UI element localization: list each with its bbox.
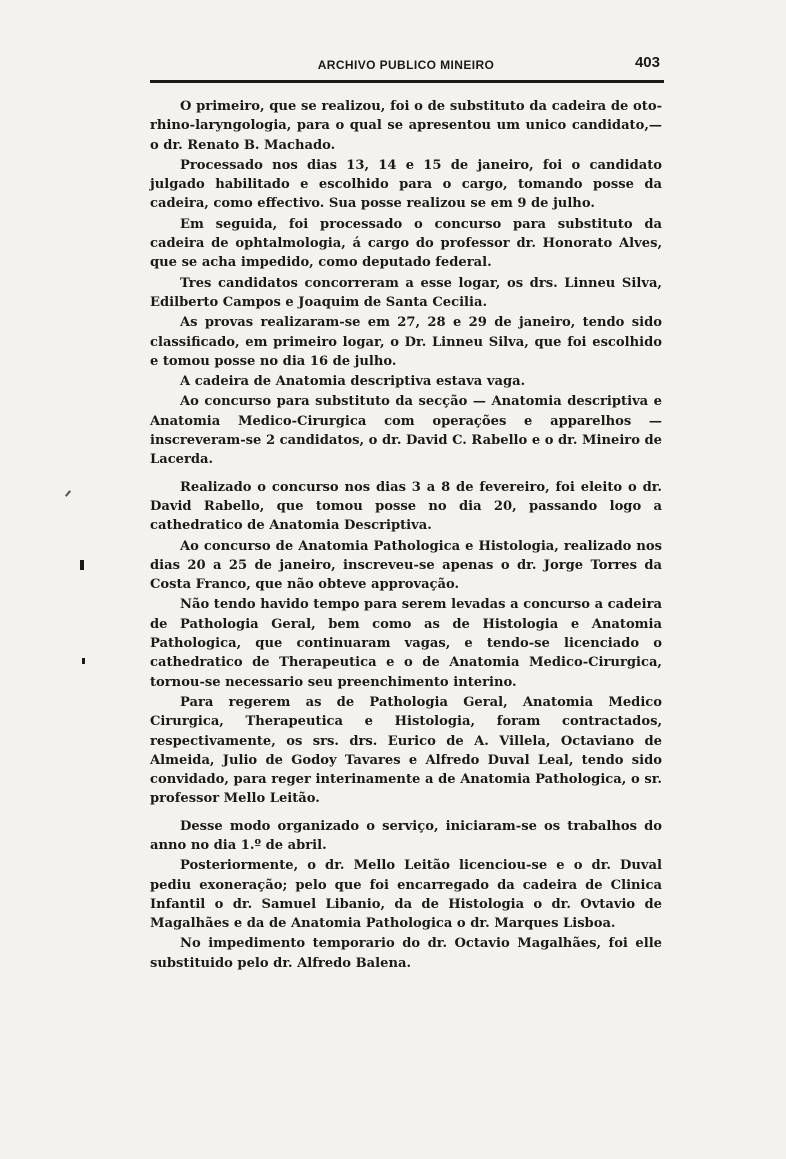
header-rule	[150, 80, 664, 83]
body-text	[150, 97, 662, 974]
margin-mark	[80, 560, 84, 570]
paragraph-8: Realizado o concurso nos dias 3 a 8 de fevereiro, foi eleito o dr. David Rabello, que tomou posse no dia 20, passando logo a cathedratico de Anatomia Descriptiva.	[150, 479, 662, 534]
paragraph-1: O primeiro, que se realizou, foi o de substituto da cadeira de oto-rhino-laryngologia, para o qual se apresentou um unico candidato,—o dr. Renato B. Machado.	[150, 99, 662, 153]
margin-mark	[65, 490, 71, 497]
paragraph-14: No impedimento temporario do dr. Octavio Magalhães, foi elle substituido pelo dr. Alfredo Balena.	[150, 936, 662, 971]
paragraph-2: Processado nos dias 13, 14 e 15 de janeiro, foi o candidato julgado habilitado e escolhido para o cargo, tomando posse da cadeira, como effectivo. Sua posse realizou se em 9 de julho.	[150, 157, 662, 212]
paragraph-12: Desse modo organizado o serviço, iniciaram-se os trabalhos do anno no dia 1.º de abril.	[150, 818, 662, 853]
page-number: 403	[634, 54, 660, 71]
paragraph-11: Para regerem as de Pathologia Geral, Anatomia Medico Cirurgica, Therapeutica e Histologia, foram contractados, respectivamente, os srs. drs. Eurico de A. Villela, Octaviano de Almeida, Julio de Godoy Tavares e Alfredo Duval Leal, tendo sido convidado, para reger interinamente a de Anatomia Pathologica, o sr. professor Mello Leitão.	[150, 694, 662, 807]
paragraph-4: Tres candidatos concorreram a esse logar, os drs. Linneu Silva, Edilberto Campos e Joaquim de Santa Cecilia.	[150, 275, 662, 310]
paragraph-9: Ao concurso de Anatomia Pathologica e Histologia, realizado nos dias 20 a 25 de janeiro, inscreveu-se apenas o dr. Jorge Torres da Costa Franco, que não obteve approvação.	[150, 538, 662, 593]
margin-mark	[82, 658, 85, 664]
paragraph-5: As provas realizaram-se em 27, 28 e 29 de janeiro, tendo sido classificado, em primeiro logar, o Dr. Linneu Silva, que foi escolhido e tomou posse no dia 16 de julho.	[150, 315, 662, 369]
page-header	[148, 54, 664, 80]
paragraph-6: A cadeira de Anatomia descriptiva estava vaga.	[180, 374, 526, 390]
paragraph-7: Ao concurso para substituto da secção — Anatomia descriptiva e Anatomia Medico-Cirurgica com operações e apparelhos — inscreveram-se 2 candidatos, o dr. David C. Rabello e o dr. Mineiro de Lacerda.	[150, 394, 662, 468]
paragraph-3: Em seguida, foi processado o concurso para substituto da cadeira de ophtalmologia, á cargo do professor dr. Honorato Alves, que se acha impedido, como deputado federal.	[150, 216, 662, 271]
paragraph-10: Não tendo havido tempo para serem levadas a concurso a cadeira de Pathologia Geral, bem como as de Histologia e Anatomia Pathologica, que continuaram vagas, e tendo-se licenciado o cathedratico de Therapeutica e o de Anatomia Medico-Cirurgica, tornou-se necessario seu preenchimento interino.	[150, 597, 662, 690]
paragraph-13: Posteriormente, o dr. Mello Leitão licenciou-se e o dr. Duval pediu exoneração; pelo que foi encarregado da cadeira de Clinica Infantil o dr. Samuel Libanio, da de Histologia o dr. Ovtavio de Magalhães e da de Anatomia Pathologica o dr. Marques Lisboa.	[150, 858, 662, 932]
running-title: ARCHIVO PUBLICO MINEIRO	[317, 58, 495, 72]
